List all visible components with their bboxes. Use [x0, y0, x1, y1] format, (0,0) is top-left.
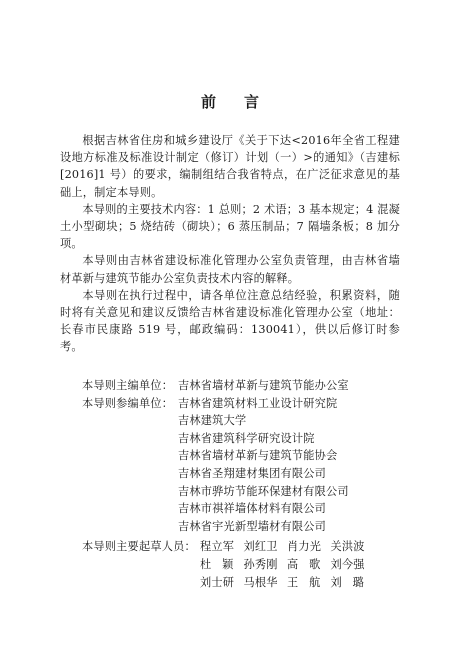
preface-body: [60, 132, 400, 356]
paragraph-basis: 根据吉林省住房和城乡建设厅《关于下达<2016年全省工程建设地方标准及标准设计制定（修订）计划（一）>的通知》（吉建标[2016]1 号）的要求，编制组结合我省特点，在广泛征求意见的基础上，制定本导则。: [60, 134, 400, 199]
drafter-name: 刘红卫: [243, 540, 278, 554]
drafter-name: 孙秀刚: [243, 557, 278, 571]
drafters-row: [82, 538, 374, 591]
chief-editor-unit: 吉林省墙材革新与建筑节能办公室: [178, 379, 349, 392]
drafter-name: 杜颖: [200, 557, 234, 571]
participating-unit: 吉林建筑大学: [178, 414, 247, 428]
drafter-name: 关洪波: [330, 540, 365, 554]
chief-editor-row: [82, 377, 374, 395]
participating-unit: 吉林省建筑材料工业设计研究院: [178, 396, 338, 410]
drafter-name: 程立军: [200, 540, 235, 554]
participating-list: [178, 395, 349, 536]
participating-unit: 吉林市骅坊节能环保建材有限公司: [178, 484, 349, 498]
drafter-name: 刘璐: [330, 575, 364, 589]
drafter-name: 马根华: [243, 575, 278, 589]
chief-editor-label: 本导则主编单位：: [82, 379, 174, 392]
drafter-name: 高歌: [287, 557, 321, 571]
participating-row: [82, 395, 374, 536]
units-section: [82, 377, 374, 591]
drafter-name: 肖力光: [287, 540, 322, 554]
participating-unit: 吉林省宇光新型墙材有限公司: [178, 519, 327, 533]
participating-label: 本导则参编单位：: [82, 396, 174, 410]
page-heading: 前言: [200, 93, 287, 111]
paragraph-contents: 本导则的主要技术内容：1 总则；2 术语；3 基本规定；4 混凝土小型砌块；5 烧结砖（砌块）；6 蒸压制品；7 隔墙条板；8 加分项。: [60, 202, 400, 251]
participating-unit: 吉林省圣翔建材集团有限公司: [178, 466, 327, 480]
drafter-name: 刘士研: [200, 575, 235, 589]
drafter-name: 刘今强: [330, 557, 365, 571]
drafters-grid: [200, 538, 374, 591]
participating-unit: 吉林省墙材革新与建筑节能协会: [178, 449, 338, 463]
paragraph-feedback: 本导则在执行过程中，请各单位注意总结经验，积累资料，随时将有关意见和建议反馈给吉林省建设标准化管理办公室（地址：长春市民康路 519 号，邮政编码：130041），供以后修订时参考。: [60, 288, 400, 354]
participating-unit: 吉林市祺祥墙体材料有限公司: [178, 502, 327, 516]
drafters-label: 本导则主要起草人员：: [82, 540, 196, 554]
chief-editor-list: [178, 377, 349, 395]
participating-unit: 吉林省建筑科学研究设计院: [178, 431, 315, 445]
drafter-name: 王航: [287, 575, 321, 589]
paragraph-management: 本导则由吉林省建设标准化管理办公室负责管理，由吉林省墙材革新与建筑节能办公室负责技术内容的解释。: [60, 254, 400, 285]
